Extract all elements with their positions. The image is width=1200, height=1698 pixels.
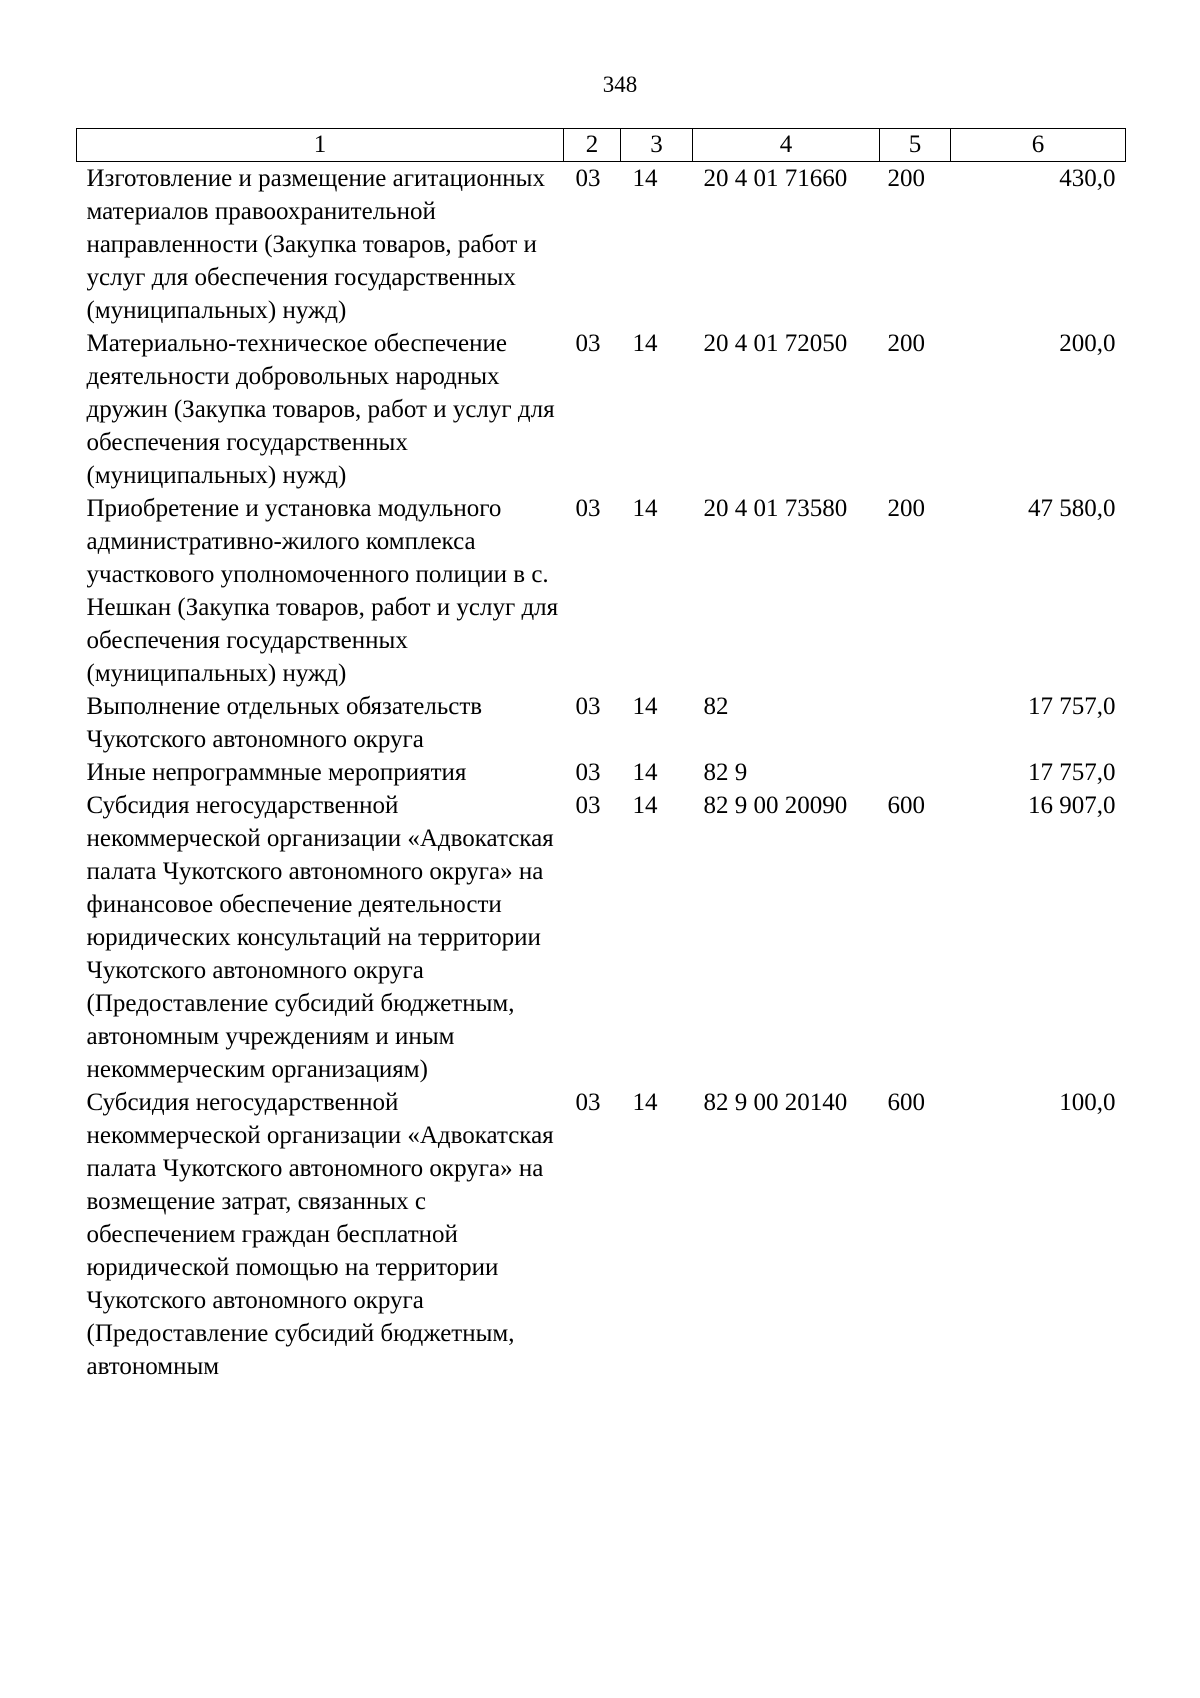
row-subsection: 14 — [632, 759, 658, 786]
row-description: Субсидия негосударственной некоммерческой организации «Адвокатская палата Чукотского автономного округа» на финансовое обеспечение деятельности юридических консультаций на территории Чукотского автономного округа (Предоставление субсидий бюджетным, автономным учреждениям и иным некоммерческим организациям) — [86, 792, 554, 1083]
row-expense-type: 600 — [887, 792, 925, 819]
row-amount: 100,0 — [1059, 1089, 1116, 1116]
row-target-article: 20 4 01 73580 — [703, 495, 848, 522]
table-row — [77, 1086, 1126, 1383]
row-section: 03 — [575, 792, 601, 819]
row-subsection: 14 — [632, 165, 658, 192]
row-amount: 430,0 — [1059, 165, 1116, 192]
row-target-article: 82 9 — [703, 759, 748, 786]
table-body — [77, 162, 1126, 1384]
row-target-article: 20 4 01 71660 — [703, 165, 848, 192]
header-col-5: 5 — [880, 129, 951, 162]
row-target-article: 82 — [703, 693, 729, 720]
budget-table — [76, 128, 1126, 1383]
table-row — [77, 162, 1126, 328]
row-target-article: 82 9 00 20140 — [703, 1089, 848, 1116]
row-target-article: 20 4 01 72050 — [703, 330, 848, 357]
header-col-3: 3 — [621, 129, 693, 162]
row-expense-type: 200 — [887, 165, 925, 192]
row-description: Иные непрограммные мероприятия — [86, 759, 467, 786]
table-row — [77, 690, 1126, 756]
header-col-2: 2 — [564, 129, 621, 162]
header-row — [77, 129, 1126, 162]
row-expense-type — [880, 690, 951, 756]
row-description: Изготовление и размещение агитационных материалов правоохранительной направленности (Закупка товаров, работ и услуг для обеспечения государственных (муниципальных) нужд) — [86, 165, 545, 324]
row-section: 03 — [575, 495, 601, 522]
header-col-6: 6 — [951, 129, 1126, 162]
table-header — [77, 129, 1126, 162]
row-description: Приобретение и установка модульного административно-жилого комплекса участкового уполномоченного полиции в с. Нешкан (Закупка товаров, работ и услуг для обеспечения государственных (муниципальных) нужд) — [86, 495, 559, 687]
row-description: Выполнение отдельных обязательств Чукотского автономного округа — [86, 693, 483, 753]
row-subsection: 14 — [632, 495, 658, 522]
row-section: 03 — [575, 693, 601, 720]
row-section: 03 — [575, 330, 601, 357]
row-section: 03 — [575, 1089, 601, 1116]
row-description: Субсидия негосударственной некоммерческой организации «Адвокатская палата Чукотского автономного округа» на возмещение затрат, связанных с обеспечением граждан бесплатной юридической помощью на территории Чукотского автономного округа (Предоставление субсидий бюджетным, автономным — [86, 1089, 554, 1380]
table-row — [77, 327, 1126, 492]
row-description: Материально-техническое обеспечение деятельности добровольных народных дружин (Закупка товаров, работ и услуг для обеспечения государственных (муниципальных) нужд) — [86, 330, 555, 489]
page-number: 348 — [602, 72, 638, 97]
row-expense-type: 200 — [887, 330, 925, 357]
row-amount: 16 907,0 — [1028, 792, 1116, 819]
row-amount: 17 757,0 — [1028, 759, 1116, 786]
row-amount: 200,0 — [1059, 330, 1116, 357]
row-expense-type — [880, 756, 951, 789]
row-amount: 47 580,0 — [1028, 495, 1116, 522]
row-target-article: 82 9 00 20090 — [703, 792, 848, 819]
table-row — [77, 789, 1126, 1086]
row-expense-type: 200 — [887, 495, 925, 522]
header-col-4: 4 — [693, 129, 880, 162]
row-expense-type: 600 — [887, 1089, 925, 1116]
row-subsection: 14 — [632, 792, 658, 819]
row-subsection: 14 — [632, 693, 658, 720]
row-section: 03 — [575, 759, 601, 786]
table-row — [77, 492, 1126, 690]
header-col-1: 1 — [77, 129, 564, 162]
table-row — [77, 756, 1126, 789]
row-subsection: 14 — [632, 330, 658, 357]
row-section: 03 — [575, 165, 601, 192]
row-amount: 17 757,0 — [1028, 693, 1116, 720]
row-subsection: 14 — [632, 1089, 658, 1116]
